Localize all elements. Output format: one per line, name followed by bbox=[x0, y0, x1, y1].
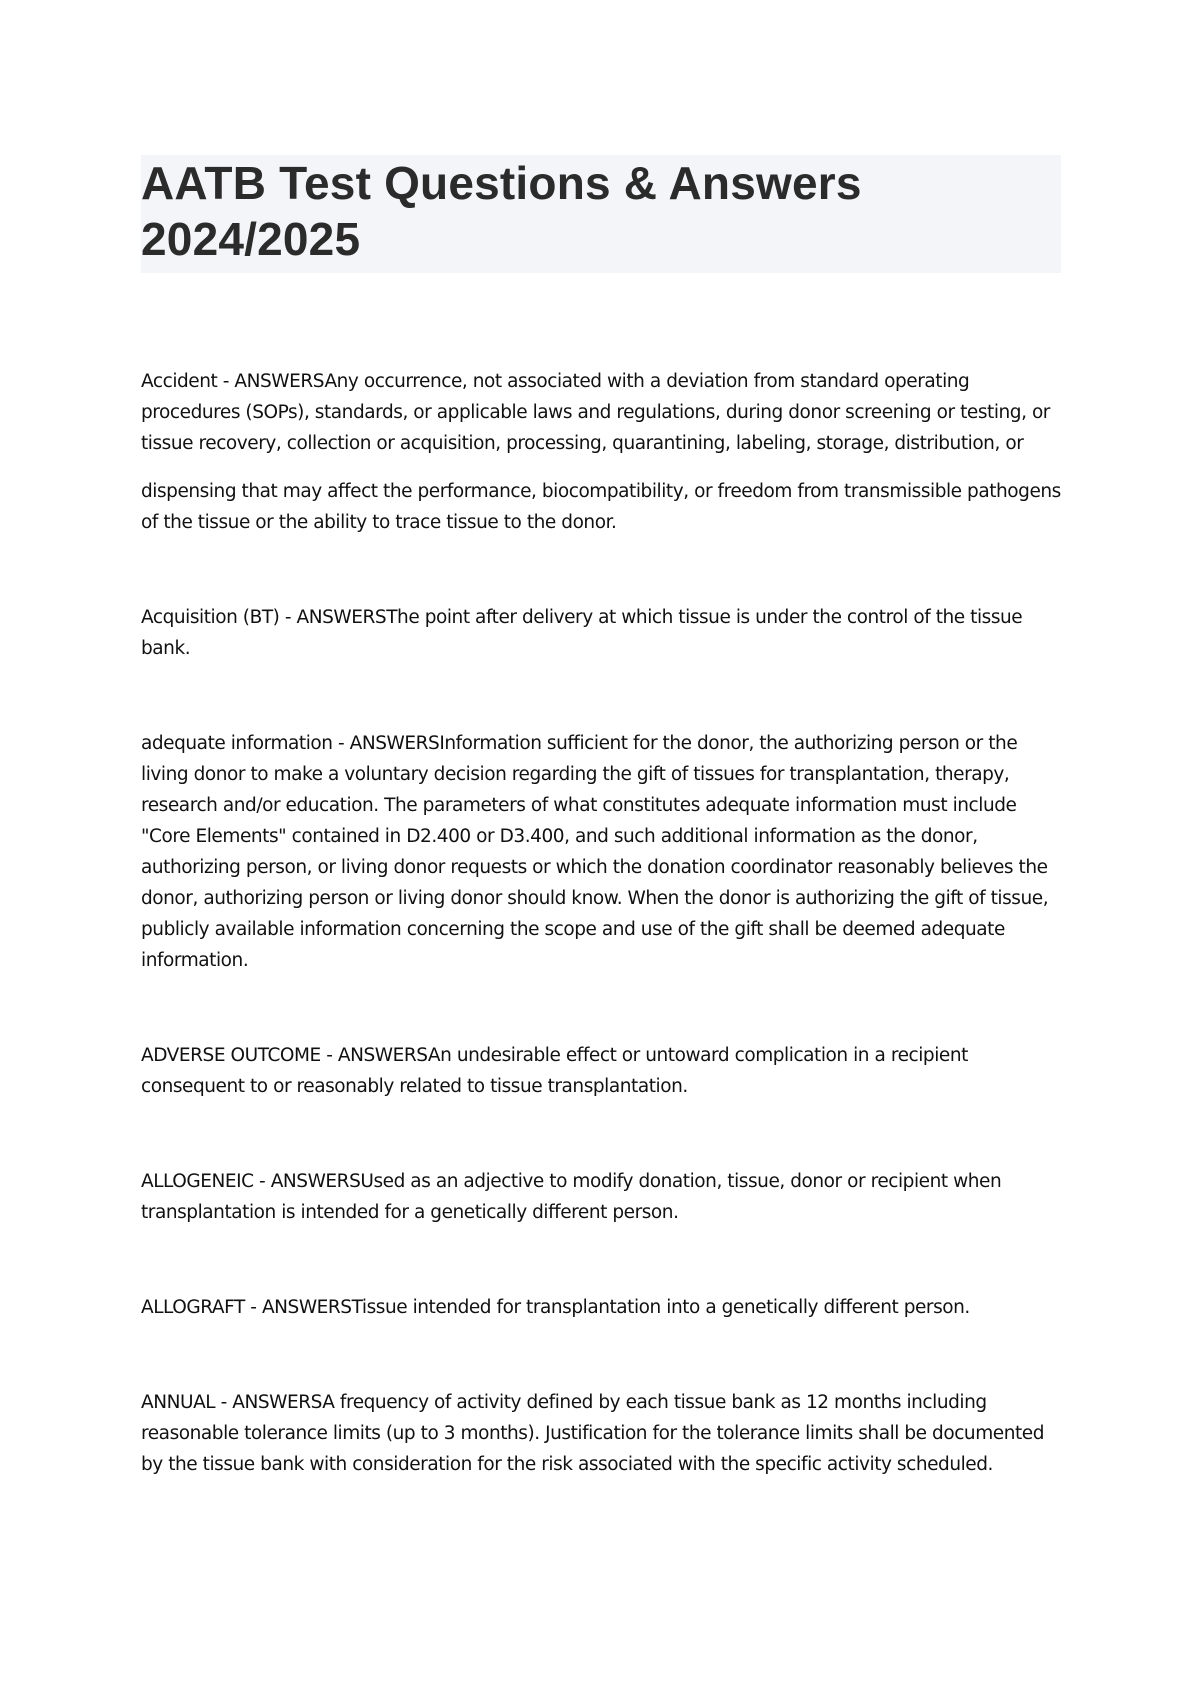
entry-answer-label: ANSWERS bbox=[337, 1045, 428, 1066]
entry-answer-label: ANSWERS bbox=[234, 371, 325, 392]
entry-term: ADVERSE OUTCOME bbox=[141, 1045, 321, 1066]
entry-separator: - bbox=[244, 1297, 262, 1318]
entry-answer-label: ANSWERS bbox=[261, 1297, 352, 1318]
entry-answer: Used as an adjective to modify donation, tissue, donor or recipient when transplantation is intended for a genetically different person. bbox=[141, 1171, 1002, 1223]
entry-term: adequate information bbox=[141, 733, 333, 754]
qa-entry-accident bbox=[141, 366, 1061, 538]
entry-answer: An undesirable effect or untoward complication in a recipient consequent to or reasonably related to tissue transplantation. bbox=[141, 1045, 968, 1097]
entry-answer: Information sufficient for the donor, the authorizing person or the living donor to make a voluntary decision regarding the gift of tissues for transplantation, therapy, research and/or education. The parameters of what constitutes adequate information must include "Core Elements" contained in D2.400 or D3.400, and such additional information as the donor, authorizing person, or living donor requests or which the donation coordinator reasonably believes the donor, authorizing person or living donor should know. When the donor is authorizing the gift of tissue, publicly available information concerning the scope and use of the gift shall be deemed adequate information. bbox=[141, 733, 1049, 971]
entry-term: ANNUAL bbox=[141, 1392, 216, 1413]
entry-answer: The point after delivery at which tissue is under the control of the tissue bank. bbox=[141, 607, 1023, 659]
entry-separator: - bbox=[279, 607, 297, 628]
entry-answer-label: ANSWERS bbox=[349, 733, 440, 754]
entry-answer-label: ANSWERS bbox=[270, 1171, 361, 1192]
entry-answer-label: ANSWERS bbox=[232, 1392, 323, 1413]
entry-separator: - bbox=[217, 371, 235, 392]
qa-entry-annual bbox=[141, 1387, 1061, 1480]
entry-term: ALLOGRAFT bbox=[141, 1297, 245, 1318]
qa-list bbox=[141, 366, 1061, 1480]
entry-separator: - bbox=[332, 733, 350, 754]
entry-term: Accident bbox=[141, 371, 218, 392]
qa-entry-acquisition bbox=[141, 602, 1061, 664]
entry-answer: Any occurrence, not associated with a deviation from standard operating procedures (SOPs), standards, or applicable laws and regulations, during donor screening or testing, or tissue recovery, collection or acquisition, processing, quarantining, labeling, storage, distribution, or bbox=[141, 371, 1050, 454]
qa-entry-allograft bbox=[141, 1292, 1061, 1323]
page-title: AATB Test Questions & Answers 2024/2025 bbox=[141, 157, 862, 265]
entry-separator: - bbox=[320, 1045, 338, 1066]
entry-term: ALLOGENEIC bbox=[141, 1171, 254, 1192]
entry-answer-label: ANSWERS bbox=[296, 607, 387, 628]
entry-answer: Tissue intended for transplantation into a genetically different person. bbox=[351, 1297, 970, 1318]
qa-entry-adverse-outcome bbox=[141, 1040, 1061, 1102]
title-banner bbox=[141, 155, 1061, 273]
qa-entry-adequate-information bbox=[141, 728, 1061, 976]
entry-separator: - bbox=[253, 1171, 271, 1192]
qa-entry-allogeneic bbox=[141, 1166, 1061, 1228]
entry-answer-continuation: dispensing that may affect the performance, biocompatibility, or freedom from transmissible pathogens of the tissue or the ability to trace tissue to the donor. bbox=[141, 481, 1061, 533]
entry-answer: A frequency of activity defined by each tissue bank as 12 months including reasonable tolerance limits (up to 3 months). Justification for the tolerance limits shall be documented by the tissue bank with consideration for the risk associated with the specific activity scheduled. bbox=[141, 1392, 1045, 1475]
entry-separator: - bbox=[215, 1392, 233, 1413]
entry-term: Acquisition (BT) bbox=[141, 607, 280, 628]
